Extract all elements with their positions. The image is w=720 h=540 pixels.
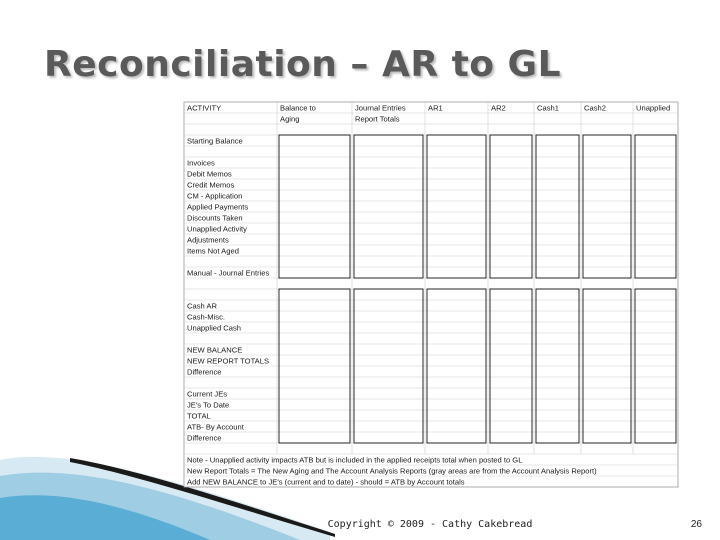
table-border: [184, 102, 678, 487]
row-label: TOTAL: [187, 411, 211, 421]
row-label: Unapplied Cash: [187, 323, 242, 333]
note-text: Add NEW BALANCE to JE's (current and to date) - should = ATB by Account totals: [187, 477, 465, 487]
row-label: Cash AR: [187, 301, 217, 311]
row-label: Starting Balance: [187, 136, 243, 146]
column-header: Cash2: [584, 103, 606, 113]
note-text: New Report Totals = The New Aging and The Account Analysis Reports (gray areas are from the Account Analysis Report): [187, 466, 597, 476]
copyright-footer: Copyright © 2009 - Cathy Cakebread: [327, 519, 533, 530]
column-header: Journal Entries: [355, 103, 406, 113]
row-label: Debit Memos: [187, 169, 232, 179]
row-label: Difference: [187, 367, 222, 377]
row-label: JE's To Date: [187, 400, 230, 410]
slide-title: Reconciliation – AR to GL: [44, 44, 562, 85]
row-label: Adjustments: [187, 235, 229, 245]
note-text: Note - Unapplied activity impacts ATB but is included in the applied receipts total when posted to GL: [187, 455, 523, 465]
column-header: Report Totals: [355, 114, 400, 124]
row-label: NEW BALANCE: [187, 345, 243, 355]
row-label: Invoices: [187, 158, 215, 168]
row-label: CM - Application: [187, 191, 243, 201]
row-label: Cash-Misc.: [187, 312, 225, 322]
row-label: Discounts Taken: [187, 213, 243, 223]
row-label: Items Not Aged: [187, 246, 239, 256]
column-header: Balance to: [280, 103, 316, 113]
column-header: AR1: [428, 103, 443, 113]
row-label: Credit Memos: [187, 180, 235, 190]
column-header: Cash1: [537, 103, 559, 113]
row-label: Current JEs: [187, 389, 228, 399]
row-label: Manual - Journal Entries: [187, 268, 270, 278]
column-header: Unapplied: [636, 103, 671, 113]
page-number: 26: [690, 519, 702, 530]
row-label: Difference: [187, 433, 222, 443]
row-label: NEW REPORT TOTALS: [187, 356, 270, 366]
row-label: ATB- By Account: [187, 422, 244, 432]
column-header: ACTIVITY: [187, 103, 222, 113]
row-label: Applied Payments: [187, 202, 249, 212]
column-header: Aging: [280, 114, 300, 124]
column-header: AR2: [491, 103, 506, 113]
row-label: Unapplied Activity: [187, 224, 247, 234]
